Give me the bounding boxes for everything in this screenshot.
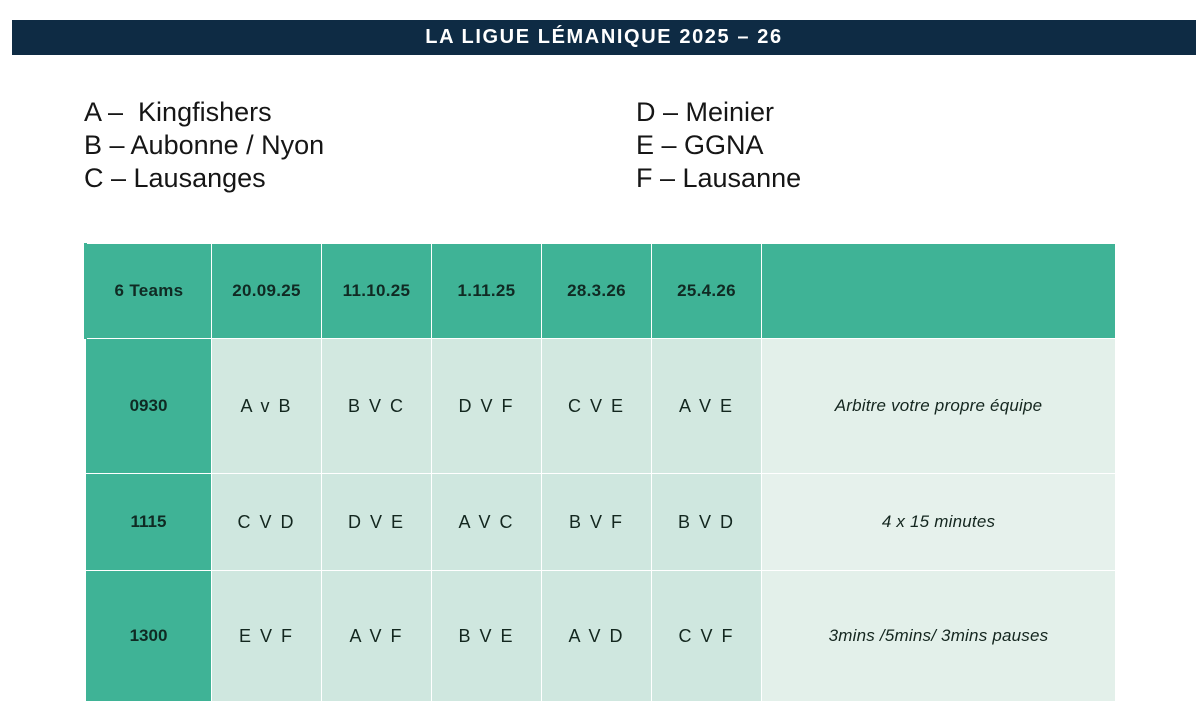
table-row — [86, 571, 1116, 702]
match-label: D V F — [458, 395, 515, 416]
match-label: D V E — [347, 511, 405, 532]
legend-item-b: B – Aubonne / Nyon — [84, 130, 325, 160]
match-label: C V E — [567, 395, 625, 416]
row-time-cell — [86, 339, 212, 474]
header-teams-label: 6 Teams — [114, 281, 184, 300]
table-row — [86, 339, 1116, 474]
match-label: C V D — [237, 511, 296, 532]
match-cell — [652, 339, 762, 474]
match-cell — [432, 571, 542, 702]
row-note-cell — [762, 474, 1116, 571]
header-cell-date-3 — [432, 244, 542, 339]
match-cell — [652, 474, 762, 571]
match-cell — [212, 474, 322, 571]
row-time-cell — [86, 571, 212, 702]
header-cell-notes — [762, 244, 1116, 339]
table-row — [86, 474, 1116, 571]
header-date-label: 28.3.26 — [567, 281, 626, 300]
match-cell — [212, 339, 322, 474]
legend-item-d: D – Meinier — [636, 97, 775, 127]
row-note-label: Arbitre votre propre équipe — [834, 396, 1043, 415]
match-cell — [432, 474, 542, 571]
match-label: A v B — [240, 395, 293, 416]
header-cell-teams — [86, 244, 212, 339]
match-cell — [322, 571, 432, 702]
match-label: A V D — [568, 625, 625, 646]
header-cell-date-4 — [542, 244, 652, 339]
row-note-cell — [762, 571, 1116, 702]
row-note-label: 3mins /5mins/ 3mins pauses — [828, 626, 1049, 645]
header-date-label: 11.10.25 — [342, 281, 411, 300]
row-note-cell — [762, 339, 1116, 474]
row-time-label: 0930 — [129, 396, 168, 415]
match-cell — [322, 339, 432, 474]
match-label: A V E — [678, 395, 735, 416]
match-label: B V D — [677, 511, 735, 532]
match-label: C V F — [678, 625, 735, 646]
team-legend — [84, 96, 1134, 195]
match-cell — [542, 339, 652, 474]
match-cell — [322, 474, 432, 571]
match-label: B V E — [458, 625, 515, 646]
legend-item-e: E – GGNA — [636, 130, 764, 160]
match-cell — [652, 571, 762, 702]
header-date-label: 1.11.25 — [457, 281, 516, 300]
row-note-label: 4 x 15 minutes — [881, 512, 996, 531]
header-cell-date-1 — [212, 244, 322, 339]
title-bar — [12, 20, 1196, 55]
row-time-cell — [86, 474, 212, 571]
match-label: E V F — [238, 625, 294, 646]
match-label: A V F — [349, 625, 404, 646]
table-header-row — [86, 244, 1116, 339]
match-cell — [542, 571, 652, 702]
header-cell-date-2 — [322, 244, 432, 339]
match-label: B V C — [347, 395, 405, 416]
schedule-table — [84, 243, 1116, 702]
row-time-label: 1115 — [130, 512, 167, 531]
team-legend-left-column — [84, 96, 636, 195]
match-cell — [432, 339, 542, 474]
legend-item-a: A – Kingfishers — [84, 97, 272, 127]
team-legend-right-column — [636, 96, 1134, 195]
header-cell-date-5 — [652, 244, 762, 339]
page-title: LA LIGUE LÉMANIQUE 2025 – 26 — [425, 26, 783, 48]
match-cell — [542, 474, 652, 571]
match-label: A V C — [458, 511, 515, 532]
header-date-label: 20.09.25 — [232, 281, 301, 300]
legend-item-c: C – Lausanges — [84, 163, 266, 193]
row-time-label: 1300 — [129, 626, 168, 645]
match-label: B V F — [568, 511, 624, 532]
match-cell — [212, 571, 322, 702]
header-date-label: 25.4.26 — [677, 281, 736, 300]
legend-item-f: F – Lausanne — [636, 163, 802, 193]
